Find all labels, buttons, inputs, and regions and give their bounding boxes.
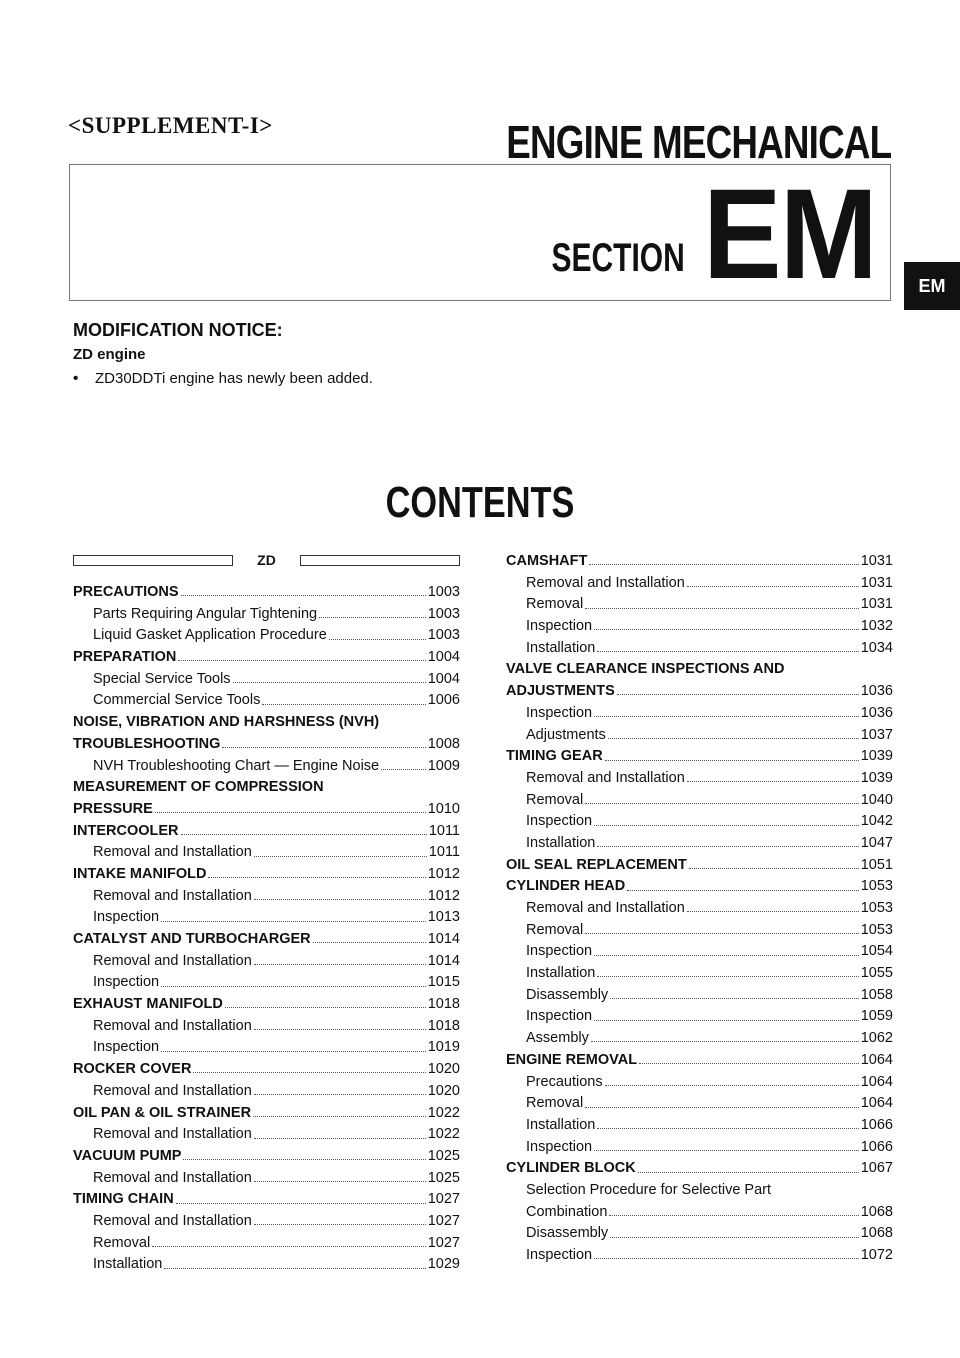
toc-entry-title: OIL PAN & OIL STRAINER [73,1104,252,1121]
toc-leader-dots [222,747,425,748]
toc-entry-title: Installation [526,1116,596,1133]
toc-entry[interactable] [73,951,460,973]
toc-entry[interactable] [73,886,460,908]
toc-entry-title: Removal [526,1095,584,1112]
toc-page-number: 1067 [860,1160,893,1177]
toc-leader-dots [181,834,427,835]
toc-leader-dots [262,704,425,705]
toc-page-number: 1019 [427,1039,460,1056]
toc-leader-dots [254,964,426,965]
toc-leader-dots [254,1181,426,1182]
toc-entry[interactable] [506,1158,893,1180]
toc-page-number: 1053 [860,900,893,916]
toc-leader-dots [585,803,859,804]
toc-leader-dots [319,617,426,618]
toc-entry[interactable] [506,638,893,660]
toc-leader-dots [254,1224,426,1225]
toc-entry-title: OIL SEAL REPLACEMENT [506,856,687,873]
toc-page-number: 1059 [860,1008,893,1025]
toc-entry-title: Removal and Installation [93,887,252,904]
toc-leader-dots [178,660,425,661]
toc-entry[interactable] [73,756,460,778]
toc-leader-dots [253,1116,426,1117]
toc-page-number: 1051 [860,856,893,873]
toc-entry[interactable] [73,1189,460,1211]
toc-entry[interactable] [506,1093,893,1115]
toc-column-right [506,551,893,1267]
toc-entry-title: Removal [93,1234,151,1251]
toc-entry[interactable] [73,1059,460,1081]
toc-entry-title: Removal and Installation [93,844,252,861]
toc-page-number: 1025 [427,1147,460,1164]
toc-entry[interactable] [73,994,460,1016]
toc-page-number: 1064 [860,1051,893,1068]
toc-entry-title: ENGINE REMOVAL [506,1051,638,1068]
toc-entry[interactable] [506,855,893,877]
toc-page-number: 1014 [427,952,460,969]
toc-page-number: 1039 [860,769,893,786]
toc-entry-title: Removal and Installation [93,1169,252,1186]
toc-entry[interactable] [506,1223,893,1245]
divider-bar-left [73,555,233,566]
toc-entry-title: Inspection [526,1008,593,1025]
toc-entry-title: Removal and Installation [93,1126,252,1143]
toc-entry-title: MEASUREMENT OF COMPRESSION [73,779,324,796]
toc-leader-dots [176,1203,426,1204]
toc-page-number: 1022 [427,1104,460,1121]
toc-entry[interactable] [506,920,893,942]
toc-page-number: 1013 [427,909,460,926]
toc-entry-title: INTAKE MANIFOLD [73,865,207,882]
toc-leader-dots [605,1085,859,1086]
toc-entry-title: Selection Procedure for Selective Part [526,1181,772,1198]
toc-entry[interactable] [73,799,460,821]
toc-leader-dots [610,998,859,999]
toc-page-number: 1018 [427,996,460,1013]
toc-page-number: 1011 [428,822,460,839]
toc-entry[interactable] [73,1124,460,1146]
page-title: ENGINE MECHANICAL [505,116,891,168]
toc-entry[interactable] [506,1072,893,1094]
toc-leader-dots [164,1268,425,1269]
toc-entry-title: Installation [526,965,596,982]
toc-leader-dots [687,586,859,587]
toc-leader-dots [585,933,859,934]
toc-entry[interactable] [506,725,893,747]
toc-page-number: 1004 [427,670,460,687]
modification-heading: MODIFICATION NOTICE: [73,320,283,340]
toc-page-number: 1053 [860,921,893,938]
toc-entry[interactable] [73,907,460,929]
toc-leader-dots [594,825,859,826]
toc-leader-dots [161,921,426,922]
toc-page-number: 1012 [427,887,460,904]
toc-leader-dots [610,1237,859,1238]
toc-leader-dots [594,1150,859,1151]
toc-leader-dots [605,760,859,761]
toc-entry-title: PRESSURE [73,800,153,817]
toc-page-number: 1027 [427,1212,460,1229]
toc-entry-title: Installation [93,1256,163,1273]
toc-page-number: 1011 [428,844,460,861]
toc-entry[interactable] [506,1050,893,1072]
toc-entry-title: Removal and Installation [93,1017,252,1034]
toc-page-number: 1003 [427,627,460,644]
toc-entry-title: VALVE CLEARANCE INSPECTIONS AND [506,661,785,678]
toc-entry-title: VACUUM PUMP [73,1147,182,1164]
toc-entry[interactable] [506,1006,893,1028]
section-tab[interactable]: EM [904,262,960,310]
toc-leader-dots [597,1128,858,1129]
toc-entry[interactable] [506,1028,893,1050]
toc-entry-title: Inspection [526,813,593,830]
toc-entry[interactable] [506,898,893,920]
toc-entry-title: INTERCOOLER [73,822,179,839]
toc-entry[interactable] [73,777,460,799]
toc-entry-title: CATALYST AND TURBOCHARGER [73,931,311,947]
toc-leader-dots [329,639,426,640]
section-code: EM [703,163,876,306]
toc-entry[interactable] [73,582,460,604]
toc-entry-title: Removal and Installation [526,769,685,786]
toc-leader-dots [591,1041,859,1042]
toc-entry-title: ADJUSTMENTS [506,683,615,700]
toc-leader-dots [313,942,426,943]
toc-entry-title: Disassembly [526,986,609,1003]
toc-leader-dots [225,1007,426,1008]
toc-entry-title: Removal and Installation [93,952,252,969]
bullet-icon: • [73,370,79,387]
toc-page-number: 1032 [860,618,893,635]
toc-page-number: 1031 [860,553,893,569]
toc-entry-title: Removal and Installation [526,900,685,916]
toc-leader-dots [594,1020,859,1021]
toc-entry[interactable] [73,1254,460,1276]
toc-entry[interactable] [506,1115,893,1137]
toc-column-left [73,582,460,1276]
toc-entry[interactable] [506,985,893,1007]
toc-entry[interactable] [73,842,460,864]
toc-page-number: 1020 [427,1082,460,1099]
toc-entry-title: Precautions [526,1073,603,1090]
toc-entry-title: Removal [526,596,584,613]
toc-entry[interactable] [73,604,460,626]
toc-page-number: 1027 [427,1234,460,1251]
toc-page-number: 1066 [860,1116,893,1133]
toc-entry-title: CYLINDER HEAD [506,878,626,895]
toc-leader-dots [208,877,425,878]
toc-leader-dots [594,629,859,630]
toc-leader-dots [233,682,426,683]
toc-entry-title: Disassembly [526,1225,609,1242]
toc-entry-title: Removal and Installation [93,1082,252,1099]
toc-entry-title: Parts Requiring Angular Tightening [93,605,318,622]
toc-entry[interactable] [506,1202,893,1224]
toc-entry[interactable] [73,712,460,734]
toc-entry[interactable] [506,768,893,790]
toc-leader-dots [597,846,858,847]
toc-page-number: 1006 [427,692,460,709]
toc-leader-dots [183,1159,425,1160]
toc-entry-title: Inspection [93,974,160,991]
toc-page-number: 1003 [427,605,460,622]
toc-entry[interactable] [73,1233,460,1255]
toc-leader-dots [254,856,427,857]
toc-entry-title: Removal [526,921,584,938]
toc-entry[interactable] [506,833,893,855]
toc-entry[interactable] [73,690,460,712]
toc-entry-title: Inspection [526,618,593,635]
toc-page-number: 1039 [860,748,893,765]
toc-entry-title: TIMING CHAIN [73,1191,174,1208]
toc-page-number: 1064 [860,1073,893,1090]
toc-page-number: 1018 [427,1017,460,1034]
group-label: ZD [257,552,276,568]
toc-page-number: 1027 [427,1191,460,1208]
toc-entry-title: CAMSHAFT [506,553,588,569]
toc-entry-title: NVH Troubleshooting Chart — Engine Noise [93,757,380,774]
toc-entry[interactable] [506,659,893,681]
toc-page-number: 1036 [860,704,893,721]
toc-leader-dots [155,812,426,813]
toc-leader-dots [687,781,859,782]
toc-entry[interactable] [506,790,893,812]
toc-page-number: 1020 [427,1061,460,1078]
toc-entry[interactable] [506,1180,893,1202]
toc-leader-dots [585,608,859,609]
toc-leader-dots [639,1063,859,1064]
toc-entry[interactable] [73,864,460,886]
toc-leader-dots [617,694,859,695]
toc-entry[interactable] [506,681,893,703]
toc-page-number: 1066 [860,1138,893,1155]
toc-page-number: 1034 [860,639,893,656]
toc-leader-dots [589,564,858,565]
toc-entry-title: Special Service Tools [93,670,231,687]
contents-title [0,478,960,528]
toc-page-number: 1042 [860,813,893,830]
toc-entry-title: TROUBLESHOOTING [73,735,221,752]
toc-leader-dots [608,738,859,739]
toc-entry[interactable] [73,1081,460,1103]
toc-entry[interactable] [73,647,460,669]
toc-page-number: 1025 [427,1169,460,1186]
toc-leader-dots [181,595,426,596]
toc-page-number: 1053 [860,878,893,895]
toc-page-number: 1010 [427,800,460,817]
modification-subheading: ZD engine [73,346,146,363]
toc-page-number: 1040 [860,791,893,808]
toc-page-number: 1022 [427,1126,460,1143]
toc-leader-dots [254,1029,426,1030]
toc-leader-dots [689,868,859,869]
toc-page-number: 1036 [860,683,893,700]
toc-page-number: 1037 [860,726,893,743]
toc-entry[interactable] [506,941,893,963]
toc-page-number: 1068 [860,1225,893,1242]
toc-page-number: 1054 [860,943,893,960]
toc-entry-title: PREPARATION [73,649,177,666]
toc-leader-dots [687,911,859,912]
toc-entry-title: Commercial Service Tools [93,692,261,709]
toc-page-number: 1072 [860,1247,893,1263]
toc-leader-dots [254,899,426,900]
modification-bullet-text: ZD30DDTi engine has newly been added. [95,370,373,387]
toc-page-number: 1012 [427,865,460,882]
toc-entry[interactable] [506,746,893,768]
toc-entry[interactable] [506,1137,893,1159]
toc-entry[interactable] [506,616,893,638]
toc-entry-title: Combination [526,1203,608,1220]
toc-leader-dots [161,1051,426,1052]
toc-leader-dots [594,1258,859,1259]
toc-entry[interactable] [73,929,460,951]
toc-leader-dots [254,1094,426,1095]
toc-leader-dots [597,976,858,977]
toc-entry-title: NOISE, VIBRATION AND HARSHNESS (NVH) [73,714,380,731]
toc-entry-title: Inspection [526,943,593,960]
toc-entry-title: Liquid Gasket Application Procedure [93,627,327,644]
toc-entry-title: CYLINDER BLOCK [506,1160,636,1177]
toc-page-number: 1031 [860,596,893,613]
toc-entry[interactable] [506,1245,893,1267]
toc-entry[interactable] [506,963,893,985]
group-divider [73,552,460,568]
toc-page-number: 1009 [427,757,460,774]
toc-page-number: 1003 [427,584,460,600]
toc-entry[interactable] [73,1146,460,1168]
toc-entry-title: Inspection [526,1247,593,1263]
toc-entry-title: Removal and Installation [93,1212,252,1229]
toc-page-number: 1058 [860,986,893,1003]
toc-page-number: 1064 [860,1095,893,1112]
toc-entry-title: Removal and Installation [526,574,685,591]
toc-entry-title: Inspection [93,909,160,926]
toc-leader-dots [161,986,426,987]
toc-entry-title: Adjustments [526,726,606,743]
toc-page-number: 1004 [427,649,460,666]
toc-page-number: 1031 [860,574,893,591]
toc-entry[interactable] [506,703,893,725]
toc-leader-dots [152,1246,426,1247]
toc-leader-dots [638,1172,859,1173]
toc-entry[interactable] [73,1103,460,1125]
toc-entry-title: TIMING GEAR [506,748,603,765]
toc-entry-title: Removal [526,791,584,808]
section-banner [69,163,891,306]
toc-entry[interactable] [506,551,893,573]
section-word: SECTION [551,236,685,280]
toc-leader-dots [627,890,859,891]
toc-entry[interactable] [73,625,460,647]
toc-leader-dots [381,769,426,770]
toc-page-number: 1014 [427,931,460,947]
toc-entry[interactable] [73,1168,460,1190]
toc-entry-title: Inspection [526,704,593,721]
toc-leader-dots [193,1072,425,1073]
toc-entry-title: PRECAUTIONS [73,584,179,600]
toc-entry-title: Inspection [526,1138,593,1155]
supplement-label: <SUPPLEMENT-I> [68,113,273,138]
toc-entry-title: Installation [526,834,596,851]
contents-title-text: CONTENTS [385,478,575,527]
toc-entry[interactable] [73,821,460,843]
toc-leader-dots [594,955,859,956]
toc-entry-title: ROCKER COVER [73,1061,192,1078]
toc-entry[interactable] [506,811,893,833]
toc-page-number: 1008 [427,735,460,752]
toc-leader-dots [609,1215,858,1216]
toc-entry[interactable] [506,594,893,616]
toc-entry[interactable] [73,669,460,691]
toc-entry[interactable] [506,876,893,898]
toc-entry[interactable] [73,734,460,756]
toc-page-number: 1015 [427,974,460,991]
toc-page-number: 1055 [860,965,893,982]
toc-entry[interactable] [73,1211,460,1233]
toc-leader-dots [597,651,858,652]
toc-page-number: 1029 [427,1256,460,1273]
toc-page-number: 1047 [860,834,893,851]
toc-entry[interactable] [73,1037,460,1059]
modification-bullet [73,370,373,387]
toc-page-number: 1068 [860,1203,893,1220]
toc-leader-dots [585,1107,859,1108]
toc-leader-dots [254,1138,426,1139]
toc-entry-title: EXHAUST MANIFOLD [73,996,223,1013]
toc-entry[interactable] [73,1016,460,1038]
toc-entry[interactable] [73,972,460,994]
toc-leader-dots [594,716,859,717]
toc-entry-title: Inspection [93,1039,160,1056]
toc-entry-title: Installation [526,639,596,656]
divider-bar-right [300,555,460,566]
toc-entry[interactable] [506,573,893,595]
toc-page-number: 1062 [860,1030,893,1047]
toc-entry-title: Assembly [526,1030,589,1047]
